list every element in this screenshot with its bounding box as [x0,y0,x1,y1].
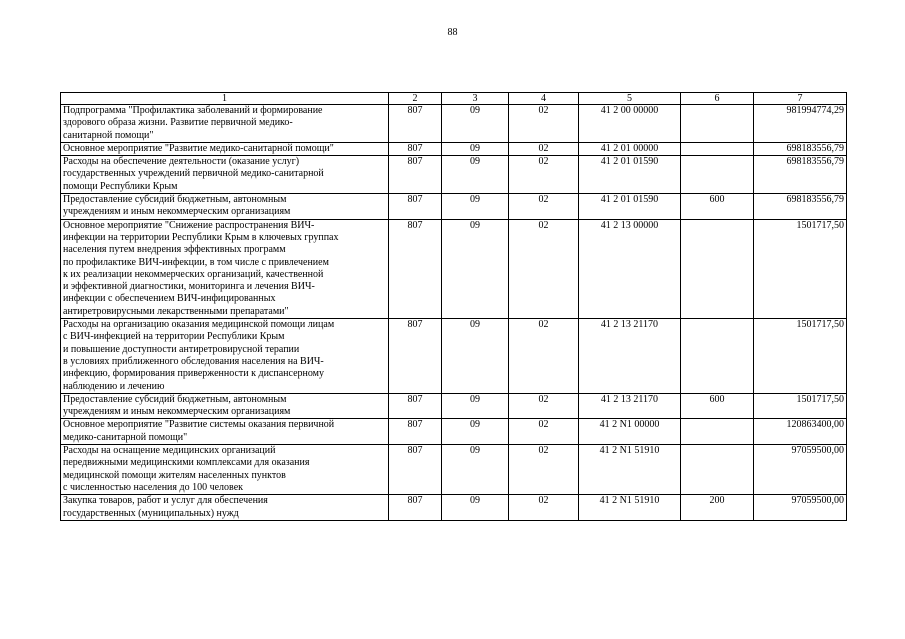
item-name-line: Предоставление субсидий бюджетным, автономным [63,194,287,206]
amount-cell: 698183556,79 [754,142,847,155]
header-cell: 2 [389,93,442,105]
amount-cell: 97059500,00 [754,445,847,495]
target-article-cell: 41 2 00 00000 [579,105,681,143]
item-name-line: Расходы на организацию оказания медицинской помощи лицам [63,319,335,331]
ministry-code-cell: 807 [389,319,442,394]
item-name-line: Расходы на обеспечение деятельности (оказание услуг) [63,156,300,168]
item-name-cell [61,495,389,521]
amount-cell: 1501717,50 [754,319,847,394]
header-cell: 6 [681,93,754,105]
item-name-line: здорового образа жизни. Развитие первичной медико- [63,117,293,129]
item-name-line: санитарной помощи" [63,129,154,141]
target-article-cell: 41 2 01 01590 [579,156,681,194]
ministry-code-cell: 807 [389,219,442,318]
ministry-code-cell: 807 [389,495,442,521]
table-row [61,105,847,143]
item-name-line: в условиях приближенного обследования населения на ВИЧ- [63,355,324,367]
item-name-cell [61,194,389,220]
subsection-code-cell: 02 [509,445,579,495]
item-name-line: и эффективной диагностики, мониторинга и лечения ВИЧ- [63,281,315,293]
amount-cell: 97059500,00 [754,495,847,521]
item-name-cell [61,219,389,318]
subsection-code-cell: 02 [509,393,579,419]
item-name-cell [61,419,389,445]
section-code-cell: 09 [442,156,509,194]
item-name-line: инфекции с обеспечением ВИЧ-инфицированных [63,293,276,305]
page-number: 88 [447,27,458,38]
item-name-line: инфекции на территории Республики Крым в ключевых группах [63,231,339,243]
target-article-cell: 41 2 01 00000 [579,142,681,155]
section-code-cell: 09 [442,219,509,318]
table-row [61,156,847,194]
subsection-code-cell: 02 [509,142,579,155]
item-name-line: учреждениям и иным некоммерческим организациям [63,206,291,218]
header-cell: 1 [61,93,389,105]
item-name-line: учреждениям и иным некоммерческим организациям [63,406,291,418]
item-name-cell [61,156,389,194]
subsection-code-cell: 02 [509,156,579,194]
item-name-line: Расходы на оснащение медицинских организаций [63,445,276,457]
ministry-code-cell: 807 [389,142,442,155]
item-name-line: государственных (муниципальных) нужд [63,507,239,519]
target-article-cell: 41 2 N1 00000 [579,419,681,445]
item-name-cell [61,319,389,394]
item-name-line: антиретровирусными лекарственными препаратами" [63,305,289,317]
item-name-line: и повышение доступности антиретровирусной терапии [63,343,300,355]
item-name-line: инфекцию, формирования приверженности к диспансерному [63,368,324,380]
table-row [61,445,847,495]
expense-type-cell [681,105,754,143]
amount-cell: 981994774,29 [754,105,847,143]
item-name-line: помощи Республики Крым [63,180,178,192]
section-code-cell: 09 [442,445,509,495]
expense-type-cell: 600 [681,393,754,419]
item-name-cell [61,142,389,155]
table-row [61,319,847,394]
header-row [61,93,847,105]
item-name-line: медицинской помощи жителям населенных пунктов [63,469,286,481]
ministry-code-cell: 807 [389,194,442,220]
item-name-line: с ВИЧ-инфекцией на территории Республики Крым [63,331,285,343]
item-name-line: медико-санитарной помощи" [63,431,188,443]
section-code-cell: 09 [442,393,509,419]
section-code-cell: 09 [442,194,509,220]
ministry-code-cell: 807 [389,105,442,143]
target-article-cell: 41 2 13 00000 [579,219,681,318]
expense-type-cell [681,319,754,394]
expense-type-cell [681,219,754,318]
header-cell: 7 [754,93,847,105]
expense-type-cell [681,445,754,495]
item-name-line: наблюдению и лечению [63,380,165,392]
section-code-cell: 09 [442,319,509,394]
subsection-code-cell: 02 [509,219,579,318]
table-row [61,142,847,155]
subsection-code-cell: 02 [509,105,579,143]
item-name-line: Основное мероприятие "Развитие медико-санитарной помощи" [63,142,334,154]
target-article-cell: 41 2 N1 51910 [579,445,681,495]
item-name-line: передвижными медицинскими комплексами для оказания [63,457,310,469]
header-cell: 4 [509,93,579,105]
target-article-cell: 41 2 N1 51910 [579,495,681,521]
section-code-cell: 09 [442,142,509,155]
expense-type-cell [681,419,754,445]
item-name-line: населения путем внедрения эффективных программ [63,244,286,256]
item-name-line: к их реализации некоммерческих организаций, качественной [63,268,324,280]
item-name-line: с численностью населения до 100 человек [63,481,244,493]
expense-type-cell: 200 [681,495,754,521]
subsection-code-cell: 02 [509,194,579,220]
item-name-cell [61,105,389,143]
table-row [61,495,847,521]
budget-table [60,92,847,521]
table-row [61,419,847,445]
item-name-line: Подпрограмма "Профилактика заболеваний и формирование [63,105,323,116]
table-row [61,194,847,220]
subsection-code-cell: 02 [509,419,579,445]
section-code-cell: 09 [442,419,509,445]
section-code-cell: 09 [442,495,509,521]
item-name-line: Закупка товаров, работ и услуг для обеспечения [63,495,268,507]
item-name-line: Предоставление субсидий бюджетным, автономным [63,393,287,405]
item-name-cell [61,445,389,495]
expense-type-cell [681,156,754,194]
amount-cell: 698183556,79 [754,156,847,194]
header-cell: 5 [579,93,681,105]
expense-type-cell: 600 [681,194,754,220]
target-article-cell: 41 2 13 21170 [579,393,681,419]
amount-cell: 1501717,50 [754,219,847,318]
ministry-code-cell: 807 [389,156,442,194]
ministry-code-cell: 807 [389,445,442,495]
item-name-line: Основное мероприятие "Снижение распространения ВИЧ- [63,219,315,231]
ministry-code-cell: 807 [389,393,442,419]
target-article-cell: 41 2 01 01590 [579,194,681,220]
amount-cell: 1501717,50 [754,393,847,419]
ministry-code-cell: 807 [389,419,442,445]
table-row [61,393,847,419]
section-code-cell: 09 [442,105,509,143]
item-name-line: Основное мероприятие "Развитие системы оказания первичной [63,419,335,431]
table-row [61,219,847,318]
header-cell: 3 [442,93,509,105]
subsection-code-cell: 02 [509,495,579,521]
amount-cell: 120863400,00 [754,419,847,445]
item-name-line: по профилактике ВИЧ-инфекции, в том числе с привлечением [63,256,329,268]
subsection-code-cell: 02 [509,319,579,394]
amount-cell: 698183556,79 [754,194,847,220]
item-name-cell [61,393,389,419]
item-name-line: государственных учреждений первичной медико-санитарной [63,168,324,180]
target-article-cell: 41 2 13 21170 [579,319,681,394]
expense-type-cell [681,142,754,155]
